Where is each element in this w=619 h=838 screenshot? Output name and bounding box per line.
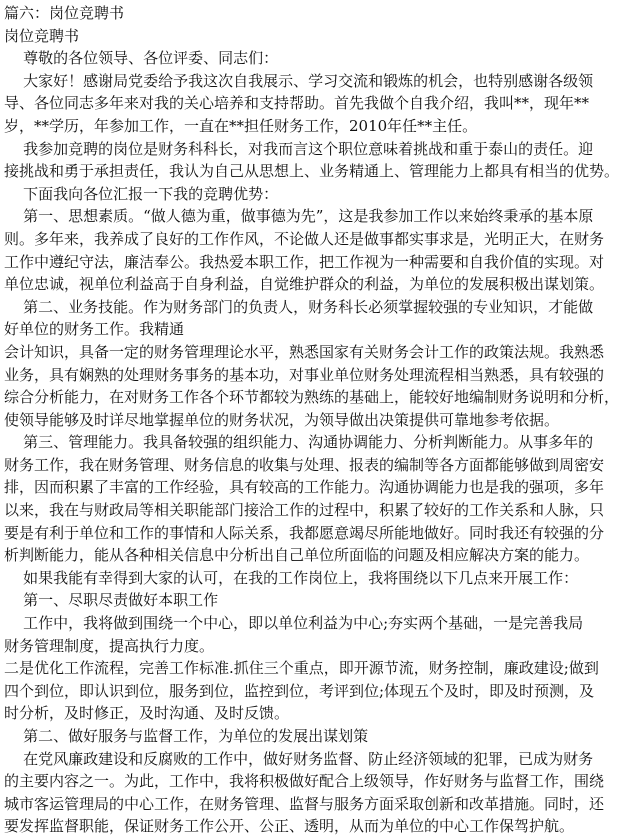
text-line: 大家好！感谢局党委给予我这次自我展示、学习交流和锻炼的机会，也特别感谢各级领 xyxy=(4,71,594,90)
text-line: 第一、思想素质。“做人德为重，做事德为先”，这是我参加工作以来始终秉承的基本原 xyxy=(4,207,594,226)
text-line: 二是优化工作流程，完善工作标准.抓住三个重点，即开源节流，财务控制，廉政建设;做到 xyxy=(4,659,599,678)
text-line: 如果我能有幸得到大家的认可，在我的工作岗位上，我将围绕以下几点来开展工作： xyxy=(4,568,579,587)
text-line: 要发挥监督职能，保证财务工作公开、公正、透明，从而为单位的中心工作保驾护航。 xyxy=(4,817,575,836)
text-line: 财务管理制度，提高执行力度。 xyxy=(4,636,215,655)
text-line: 则。多年来，我养成了良好的工作作风，不论做人还是做事都实事求是，光明正大，在财务 xyxy=(4,229,605,248)
text-line: 岁，**学历，年参加工作，一直在**担任财务工作，2010年任**主任。 xyxy=(4,116,478,135)
text-line: 单位忠诚，视单位利益高于自身利益，自觉维护群众的利益，为单位的发展积极出谋划策。 xyxy=(4,275,605,294)
text-line: 好单位的财务工作。我精通 xyxy=(4,320,185,339)
text-line: 城市客运管理局的中心工作，在财务管理、监督与服务方面采取创新和改革措施。同时，还 xyxy=(4,794,605,813)
text-line: 岗位竞聘书 xyxy=(4,26,80,45)
text-line: 工作中遵纪守法，廉洁奉公。我热爱本职工作，把工作视为一种需要和自我价值的实现。对 xyxy=(4,252,605,271)
text-line: 会计知识，具备一定的财务管理理论水平，熟悉国家有关财务会计工作的政策法规。我熟悉 xyxy=(4,342,605,361)
text-line: 我参加竞聘的岗位是财务科科长，对我而言这个职位意味着挑战和重于泰山的责任。迎 xyxy=(4,139,594,158)
text-line: 业务，具有娴熟的处理财务事务的基本功，对事业单位财务处理流程相当熟悉，具有较强的 xyxy=(4,365,605,384)
text-line: 综合分析能力，在对财务工作各个环节都较为熟练的基础上，能较好地编制财务说明和分析， xyxy=(4,388,619,407)
text-line: 下面我向各位汇报一下我的竞聘优势： xyxy=(4,184,279,203)
text-line: 排，因而积累了丰富的工作经验，具有较高的工作能力。沟通协调能力也是我的强项，多年 xyxy=(4,478,605,497)
text-line: 时分析，及时修正，及时沟通、及时反馈。 xyxy=(4,704,290,723)
text-line: 析判断能力，能从各种相关信息中分析出自己单位所面临的问题及相应解决方案的能力。 xyxy=(4,546,590,565)
text-line: 的主要内容之一。为此，工作中，我将积极做好配合上级领导，作好财务与监督工作，围绕 xyxy=(4,772,605,791)
text-line: 接挑战和勇于承担责任，我认为自己从思想上、业务精通上、管理能力上都具有相当的优势。 xyxy=(4,162,619,181)
text-line: 以来，我在与财政局等相关职能部门接洽工作的过程中，积累了较好的工作关系和人脉，只 xyxy=(4,501,605,520)
text-line: 篇六：岗位竞聘书 xyxy=(4,4,125,22)
text-line: 第二、业务技能。作为财务部门的负责人，财务科长必须掌握较强的专业知识，才能做 xyxy=(4,297,594,316)
text-line: 尊敬的各位领导、各位评委、同志们： xyxy=(4,49,279,68)
text-line: 在党风廉政建设和反腐败的工作中，做好财务监督、防止经济领域的犯罪，已成为财务 xyxy=(4,749,594,768)
text-line: 导、各位同志多年来对我的关心培养和支持帮助。首先我做个自我介绍，我叫**，现年** xyxy=(4,94,590,113)
text-line: 使领导能够及时详尽地掌握单位的财务状况，为领导做出决策提供可靠地参考依据。 xyxy=(4,410,560,429)
text-line: 要是有利于单位和工作的事情和人际关系，我都愿意竭尽所能地做好。同时我还有较强的分 xyxy=(4,523,605,542)
text-line: 财务工作，我在财务管理、财务信息的收集与处理、报表的编制等各方面都能够做到周密安 xyxy=(4,455,605,474)
text-line: 第一、尽职尽责做好本职工作 xyxy=(4,591,219,610)
text-line: 四个到位，即认识到位，服务到位，监控到位，考评到位;体现五个及时，即及时预测，及 xyxy=(4,681,595,700)
text-line: 工作中，我将做到围绕一个中心，即以单位利益为中心;夯实两个基础，一是完善我局 xyxy=(4,614,584,633)
text-line: 第二、做好服务与监督工作，为单位的发展出谋划策 xyxy=(4,727,369,745)
text-line: 第三、管理能力。我具备较强的组织能力、沟通协调能力、分析判断能力。从事多年的 xyxy=(4,433,594,452)
